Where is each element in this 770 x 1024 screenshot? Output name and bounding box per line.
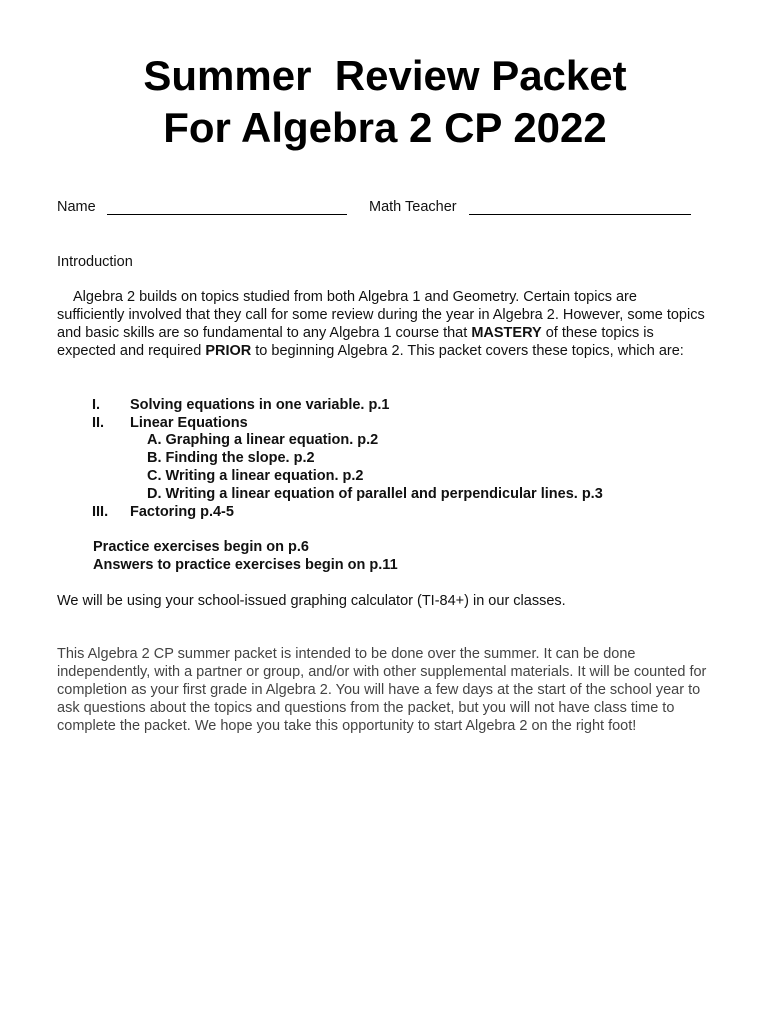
practice-info xyxy=(93,538,398,574)
outline-numeral: I. xyxy=(92,397,101,413)
intro-text-3: to beginning Algebra 2. This packet covers these topics, which are: xyxy=(251,343,684,359)
outline-numeral: III. xyxy=(92,504,109,520)
document-title xyxy=(0,50,770,154)
intro-bold-mastery: MASTERY xyxy=(471,325,542,341)
math-teacher-blank-line xyxy=(469,214,691,215)
answers-start-line: Answers to practice exercises begin on p.11 xyxy=(93,557,398,573)
intro-text-1: Algebra 2 builds on topics studied from both Algebra 1 and Geometry. Certain topics are sufficiently involved that they call for some review during the year in Algebra 2. However, some topics and basic skills are so fundamental to any Algebra 1 course that xyxy=(57,289,705,341)
outline-subtopic: D. Writing a linear equation of parallel and perpendicular lines. p.3 xyxy=(147,486,603,502)
outline-topic: Linear Equations xyxy=(130,415,248,431)
calculator-note: We will be using your school-issued graphing calculator (TI-84+) in our classes. xyxy=(57,593,566,609)
title-line-1: Summer Review Packet xyxy=(143,52,627,99)
outline-subtopic: B. Finding the slope. p.2 xyxy=(147,450,315,466)
outline-numeral: II. xyxy=(92,415,105,431)
outline-topic: Factoring p.4-5 xyxy=(130,504,234,520)
practice-start-line: Practice exercises begin on p.6 xyxy=(93,539,309,555)
name-label: Name xyxy=(57,199,96,215)
introduction-paragraph xyxy=(57,288,705,360)
intro-bold-prior: PRIOR xyxy=(205,343,252,359)
outline-subtopic: C. Writing a linear equation. p.2 xyxy=(147,468,364,484)
math-teacher-label: Math Teacher xyxy=(369,199,457,215)
outline-subtopic: A. Graphing a linear equation. p.2 xyxy=(147,432,379,448)
introduction-heading: Introduction xyxy=(57,254,133,270)
name-blank-line xyxy=(107,214,347,215)
outline-topic: Solving equations in one variable. p.1 xyxy=(130,397,390,413)
intro-text-2: of these topics is expected and required xyxy=(57,325,654,359)
closing-paragraph: This Algebra 2 CP summer packet is intended to be done over the summer. It can be done independently, with a partner or group, and/or with other supplemental materials. It will be counted for completion as your first grade in Algebra 2. You will have a few days at the start of the school year to ask questions about the topics and questions from the packet, but you will not have class time to complete the packet. We hope you take this opportunity to start Algebra 2 on the right foot! xyxy=(57,646,707,734)
name-teacher-fields xyxy=(57,199,717,221)
title-line-2: For Algebra 2 CP 2022 xyxy=(163,104,607,151)
